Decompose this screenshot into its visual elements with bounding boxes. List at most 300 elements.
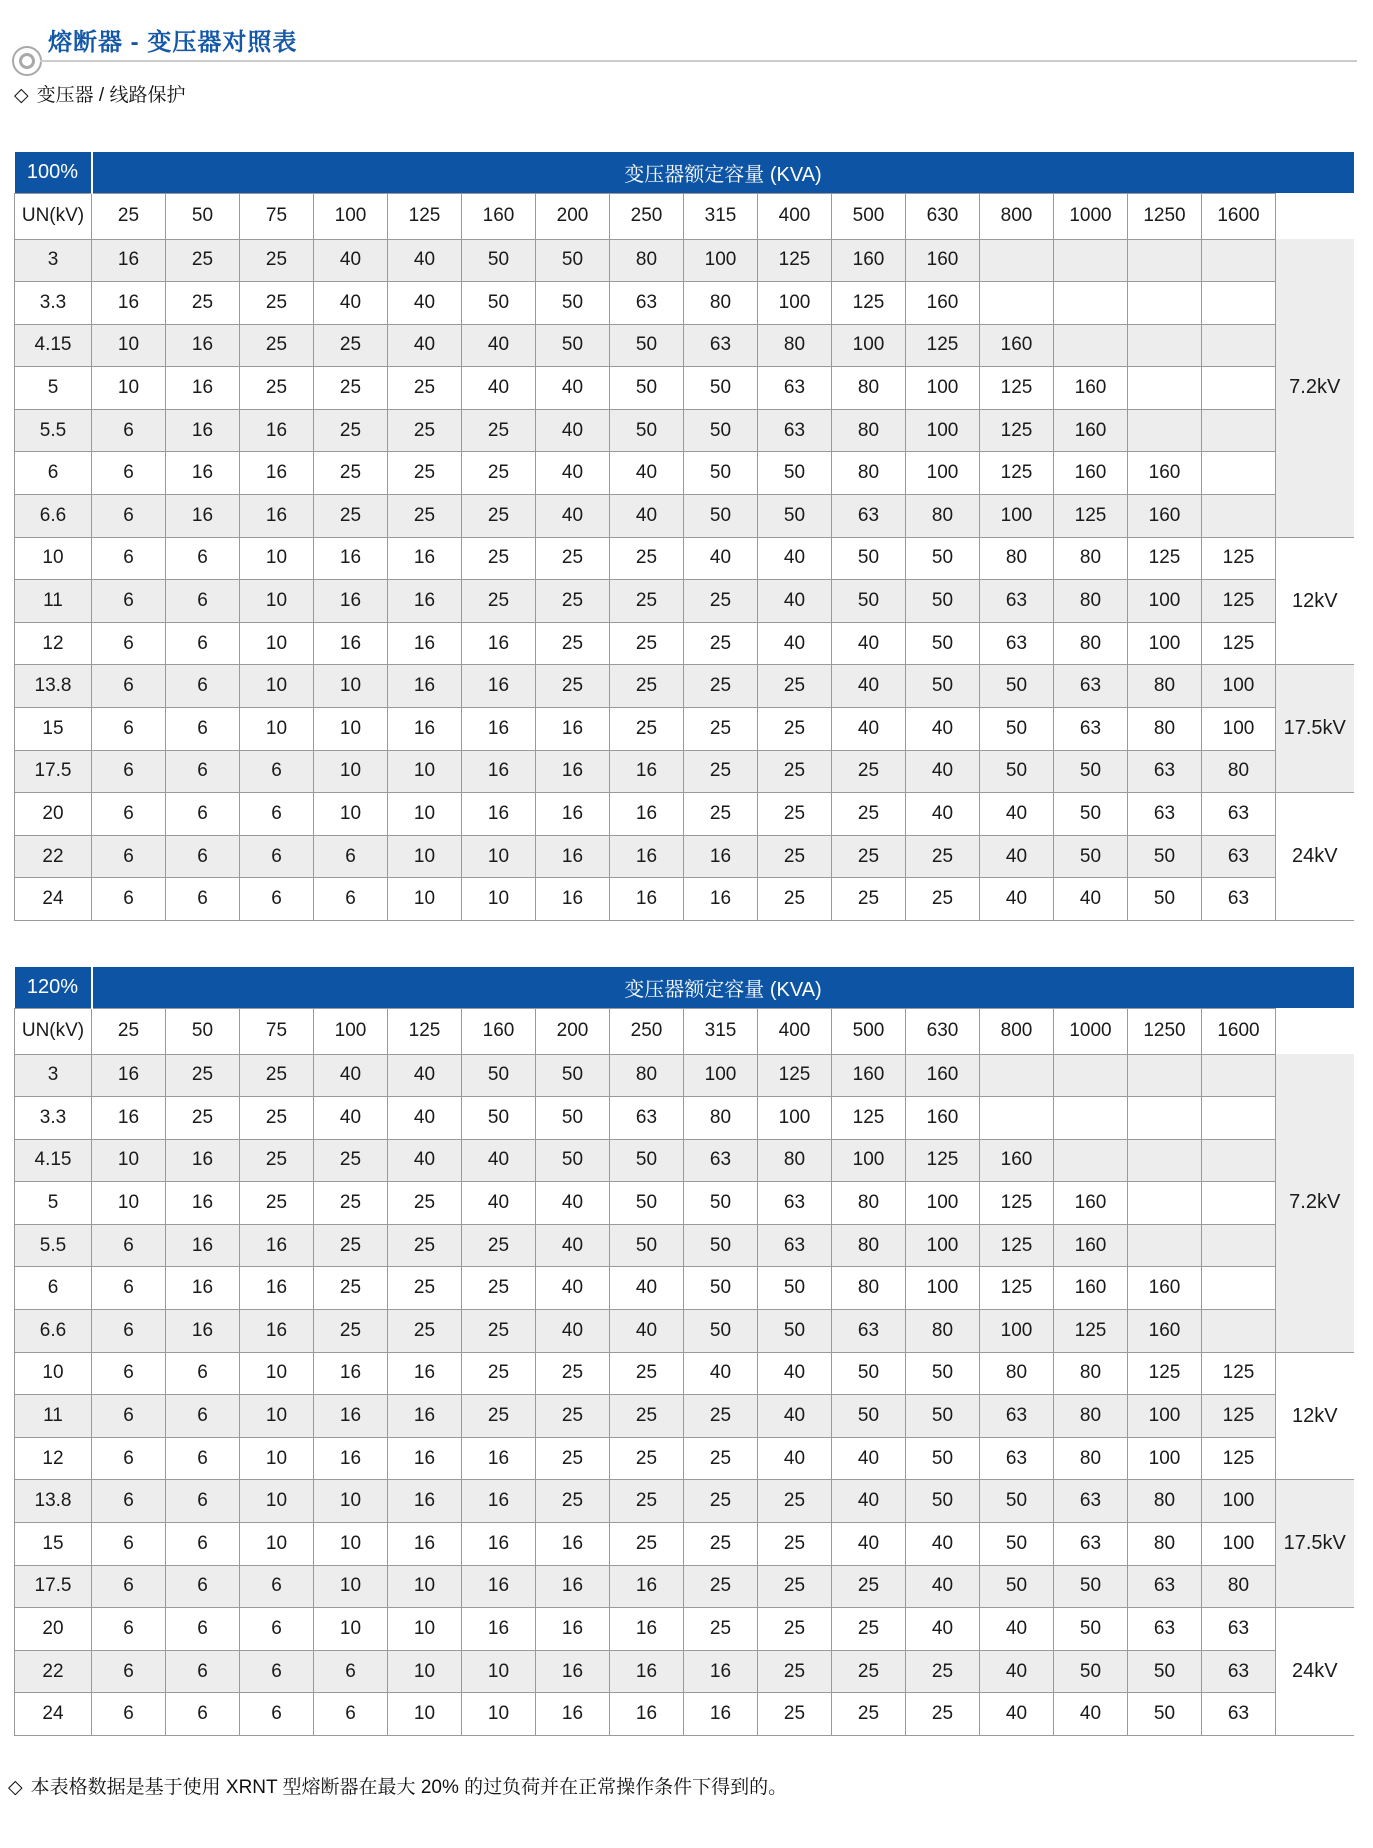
fuse-rating-cell: 50 (536, 1139, 610, 1182)
fuse-rating-cell: 25 (314, 1267, 388, 1310)
kva-column-header: 500 (832, 193, 906, 239)
fuse-rating-cell: 6 (92, 1352, 166, 1395)
fuse-rating-cell: 50 (832, 1395, 906, 1438)
fuse-rating-cell: 16 (314, 1437, 388, 1480)
fuse-rating-cell (1054, 1054, 1128, 1097)
row-header-un: 5 (15, 367, 92, 410)
fuse-rating-cell: 6 (92, 835, 166, 878)
fuse-rating-cell: 40 (536, 1267, 610, 1310)
fuse-rating-cell: 6 (166, 1480, 240, 1523)
fuse-rating-cell: 6 (166, 1395, 240, 1438)
fuse-rating-cell: 25 (832, 1565, 906, 1608)
fuse-rating-cell: 16 (684, 1650, 758, 1693)
fuse-rating-cell: 160 (1128, 1267, 1202, 1310)
fuse-rating-cell: 6 (92, 1565, 166, 1608)
fuse-rating-cell: 100 (906, 1182, 980, 1225)
fuse-rating-cell: 25 (166, 1054, 240, 1097)
fuse-rating-cell: 25 (610, 1395, 684, 1438)
fuse-rating-cell: 50 (1054, 835, 1128, 878)
fuse-rating-cell: 25 (240, 1097, 314, 1140)
fuse-rating-cell: 16 (536, 1650, 610, 1693)
fuse-rating-cell: 40 (980, 1650, 1054, 1693)
fuse-rating-cell: 25 (758, 1608, 832, 1651)
fuse-rating-cell: 50 (536, 1097, 610, 1140)
fuse-rating-cell: 25 (610, 708, 684, 751)
fuse-rating-cell: 25 (684, 665, 758, 708)
row-header-un: 6 (15, 452, 92, 495)
fuse-rating-cell: 160 (1054, 367, 1128, 410)
row-header-un: 5.5 (15, 409, 92, 452)
fuse-rating-cell: 25 (610, 1352, 684, 1395)
kva-column-header: 50 (166, 1008, 240, 1054)
fuse-rating-cell: 25 (758, 1693, 832, 1736)
fuse-rating-cell: 6 (314, 878, 388, 921)
fuse-rating-cell: 6 (314, 1693, 388, 1736)
fuse-rating-cell: 160 (832, 1054, 906, 1097)
fuse-rating-cell: 25 (684, 750, 758, 793)
fuse-rating-cell: 80 (684, 282, 758, 325)
fuse-rating-cell: 40 (314, 1054, 388, 1097)
fuse-rating-cell: 25 (536, 1352, 610, 1395)
fuse-rating-cell: 6 (166, 750, 240, 793)
row-header-un: 17.5 (15, 750, 92, 793)
fuse-rating-cell: 16 (240, 495, 314, 538)
fuse-rating-cell (1128, 409, 1202, 452)
fuse-rating-cell: 125 (832, 282, 906, 325)
fuse-rating-cell: 6 (92, 1608, 166, 1651)
fuse-rating-cell: 50 (758, 1310, 832, 1353)
fuse-rating-cell: 6 (92, 750, 166, 793)
row-header-un: 24 (15, 1693, 92, 1736)
fuse-rating-cell: 125 (906, 1139, 980, 1182)
fuse-rating-cell: 50 (980, 1523, 1054, 1566)
fuse-rating-cell: 10 (92, 1182, 166, 1225)
kva-column-header: 800 (980, 193, 1054, 239)
fuse-rating-cell: 100 (758, 1097, 832, 1140)
row-header-un: 10 (15, 1352, 92, 1395)
table-row (15, 878, 1354, 921)
fuse-rating-cell: 16 (314, 1352, 388, 1395)
fuse-rating-cell: 40 (388, 239, 462, 282)
fuse-rating-cell: 160 (1128, 495, 1202, 538)
fuse-rating-cell: 6 (314, 1650, 388, 1693)
fuse-rating-cell (1054, 1097, 1128, 1140)
fuse-rating-cell: 80 (906, 495, 980, 538)
table-row (15, 495, 1354, 538)
kva-column-header: 630 (906, 193, 980, 239)
fuse-rating-cell: 50 (610, 1224, 684, 1267)
fuse-rating-cell: 16 (388, 537, 462, 580)
table-row (15, 793, 1354, 836)
fuse-rating-cell: 16 (536, 1693, 610, 1736)
fuse-rating-cell: 10 (314, 750, 388, 793)
fuse-rating-cell: 50 (684, 1182, 758, 1225)
fuse-rating-cell: 40 (536, 1224, 610, 1267)
row-header-un: 5 (15, 1182, 92, 1225)
fuse-rating-cell: 6 (166, 1608, 240, 1651)
fuse-rating-cell: 80 (832, 1224, 906, 1267)
fuse-rating-cell: 16 (610, 750, 684, 793)
fuse-rating-cell: 10 (388, 878, 462, 921)
fuse-rating-cell (1202, 282, 1276, 325)
fuse-rating-cell: 40 (462, 324, 536, 367)
fuse-rating-cell: 25 (610, 1523, 684, 1566)
fuse-rating-cell: 50 (1128, 1693, 1202, 1736)
fuse-rating-cell: 6 (166, 1693, 240, 1736)
kv-column-spacer (1276, 1008, 1354, 1054)
fuse-rating-cell: 25 (758, 793, 832, 836)
kva-column-header: 75 (240, 1008, 314, 1054)
fuse-rating-cell: 50 (536, 324, 610, 367)
fuse-rating-cell: 80 (1202, 750, 1276, 793)
fuse-rating-cell: 10 (240, 665, 314, 708)
fuse-rating-cell: 40 (388, 1139, 462, 1182)
kv-zone-label: 7.2kV (1276, 239, 1354, 537)
fuse-rating-cell: 63 (1202, 1650, 1276, 1693)
fuse-rating-cell: 16 (536, 750, 610, 793)
fuse-rating-cell: 10 (388, 750, 462, 793)
fuse-rating-cell: 40 (832, 1523, 906, 1566)
fuse-rating-cell: 50 (684, 1224, 758, 1267)
fuse-rating-cell: 100 (1202, 665, 1276, 708)
fuse-rating-cell: 80 (832, 1182, 906, 1225)
fuse-rating-cell: 40 (832, 1480, 906, 1523)
fuse-rating-cell: 10 (92, 324, 166, 367)
fuse-rating-cell: 6 (240, 793, 314, 836)
fuse-rating-cell: 40 (832, 1437, 906, 1480)
row-header-un: 3.3 (15, 1097, 92, 1140)
kva-column-header: 25 (92, 1008, 166, 1054)
fuse-rating-cell: 125 (906, 324, 980, 367)
fuse-rating-cell: 16 (166, 1310, 240, 1353)
fuse-rating-cell: 50 (1054, 1565, 1128, 1608)
fuse-rating-cell: 25 (240, 1182, 314, 1225)
fuse-rating-cell: 80 (610, 239, 684, 282)
row-header-un: 6 (15, 1267, 92, 1310)
fuse-rating-cell: 16 (166, 1224, 240, 1267)
fuse-rating-cell: 160 (980, 1139, 1054, 1182)
row-header-un: 17.5 (15, 1565, 92, 1608)
table-header-row (15, 967, 1354, 1008)
fuse-rating-cell: 6 (92, 622, 166, 665)
fuse-rating-cell: 100 (906, 1224, 980, 1267)
fuse-rating-cell: 25 (906, 1650, 980, 1693)
fuse-rating-cell: 25 (314, 367, 388, 410)
kva-column-header: 160 (462, 193, 536, 239)
fuse-rating-cell: 6 (92, 1310, 166, 1353)
fuse-rating-cell: 16 (610, 793, 684, 836)
fuse-rating-cell: 6 (240, 750, 314, 793)
fuse-rating-cell (1202, 1267, 1276, 1310)
fuse-rating-cell: 40 (758, 622, 832, 665)
fuse-rating-cell: 80 (832, 1267, 906, 1310)
kva-column-header: 50 (166, 193, 240, 239)
fuse-rating-cell: 80 (1054, 622, 1128, 665)
fuse-rating-cell: 25 (388, 1182, 462, 1225)
fuse-rating-cell: 16 (462, 1565, 536, 1608)
fuse-rating-cell: 16 (610, 1650, 684, 1693)
fuse-rating-cell: 40 (758, 1352, 832, 1395)
fuse-rating-cell: 25 (758, 1565, 832, 1608)
row-header-un: 15 (15, 708, 92, 751)
footnote-text: 本表格数据是基于使用 XRNT 型熔断器在最大 20% 的过负荷并在正常操作条件下得到的。 (30, 1777, 788, 1798)
fuse-rating-cell: 10 (388, 835, 462, 878)
fuse-rating-cell: 80 (1054, 537, 1128, 580)
fuse-rating-cell: 125 (1054, 1310, 1128, 1353)
fuse-rating-cell: 6 (166, 1437, 240, 1480)
fuse-rating-cell: 6 (166, 793, 240, 836)
table-row (15, 1608, 1354, 1651)
kv-zone-label: 12kV (1276, 537, 1354, 665)
kva-column-header: 25 (92, 193, 166, 239)
fuse-rating-cell: 80 (832, 409, 906, 452)
fuse-rating-cell: 25 (388, 409, 462, 452)
fuse-rating-cell: 10 (388, 1650, 462, 1693)
fuse-rating-cell: 50 (906, 580, 980, 623)
fuse-rating-cell: 80 (1128, 1480, 1202, 1523)
fuse-rating-cell (1202, 1139, 1276, 1182)
fuse-rating-cell: 10 (240, 1395, 314, 1438)
fuse-rating-cell: 6 (92, 1650, 166, 1693)
fuse-rating-cell: 25 (610, 1480, 684, 1523)
fuse-rating-cell: 63 (1202, 835, 1276, 878)
fuse-rating-cell: 10 (388, 1693, 462, 1736)
fuse-rating-cell: 25 (684, 1565, 758, 1608)
fuse-rating-cell (1128, 282, 1202, 325)
un-kv-header: UN(kV) (15, 1008, 92, 1054)
table-row (15, 580, 1354, 623)
fuse-rating-cell (1128, 1097, 1202, 1140)
fuse-rating-cell: 10 (314, 708, 388, 751)
fuse-rating-cell: 25 (684, 1395, 758, 1438)
fuse-rating-cell: 50 (906, 1395, 980, 1438)
fuse-rating-cell: 25 (536, 537, 610, 580)
section-bullet-icon (12, 46, 42, 76)
fuse-rating-cell: 6 (314, 835, 388, 878)
fuse-rating-cell (1202, 409, 1276, 452)
fuse-rating-cell: 40 (980, 1693, 1054, 1736)
fuse-rating-cell: 50 (684, 1267, 758, 1310)
fuse-rating-cell: 160 (1128, 1310, 1202, 1353)
fuse-rating-cell: 80 (1128, 708, 1202, 751)
fuse-rating-cell: 125 (1202, 1437, 1276, 1480)
fuse-rating-cell: 25 (536, 622, 610, 665)
fuse-rating-cell: 6 (166, 537, 240, 580)
fuse-rating-cell: 40 (1054, 878, 1128, 921)
table-row (15, 452, 1354, 495)
fuse-rating-cell: 63 (1128, 1608, 1202, 1651)
fuse-rating-cell: 25 (240, 324, 314, 367)
fuse-rating-cell: 16 (684, 835, 758, 878)
fuse-rating-cell: 40 (906, 1608, 980, 1651)
row-header-un: 24 (15, 878, 92, 921)
fuse-rating-cell: 16 (462, 622, 536, 665)
fuse-rating-cell: 63 (1202, 1608, 1276, 1651)
kva-column-header: 500 (832, 1008, 906, 1054)
kva-column-header: 400 (758, 193, 832, 239)
table-row (15, 1523, 1354, 1566)
section-subtitle (14, 80, 185, 107)
fuse-rating-cell: 63 (1202, 793, 1276, 836)
kv-column-spacer (1276, 193, 1354, 239)
capacity-header: 变压器额定容量 (KVA) (92, 152, 1354, 193)
kv-zone-label: 17.5kV (1276, 665, 1354, 793)
fuse-rating-cell: 16 (536, 1565, 610, 1608)
fuse-rating-cell: 10 (240, 580, 314, 623)
fuse-rating-cell: 25 (758, 1650, 832, 1693)
fuse-rating-cell: 25 (684, 1480, 758, 1523)
fuse-rating-cell: 16 (462, 1437, 536, 1480)
fuse-rating-cell: 50 (462, 282, 536, 325)
fuse-rating-cell: 100 (1128, 622, 1202, 665)
fuse-rating-cell: 25 (610, 622, 684, 665)
fuse-rating-cell: 6 (166, 878, 240, 921)
fuse-rating-cell: 100 (1128, 1437, 1202, 1480)
fuse-rating-cell: 50 (980, 708, 1054, 751)
fuse-rating-cell: 16 (166, 452, 240, 495)
fuse-rating-cell: 25 (832, 1608, 906, 1651)
fuse-rating-cell: 6 (166, 665, 240, 708)
row-header-un: 4.15 (15, 1139, 92, 1182)
fuse-rating-cell: 25 (314, 1224, 388, 1267)
fuse-rating-cell: 125 (1202, 537, 1276, 580)
fuse-rating-cell: 25 (240, 239, 314, 282)
fuse-rating-cell: 25 (314, 495, 388, 538)
fuse-rating-cell: 10 (92, 1139, 166, 1182)
table-row (15, 750, 1354, 793)
fuse-rating-cell: 16 (462, 1480, 536, 1523)
fuse-rating-cell: 63 (758, 409, 832, 452)
fuse-rating-cell: 25 (832, 1693, 906, 1736)
fuse-rating-cell: 50 (536, 1054, 610, 1097)
fuse-rating-cell: 16 (684, 878, 758, 921)
fuse-rating-cell: 40 (536, 1182, 610, 1225)
fuse-rating-cell: 160 (1054, 1182, 1128, 1225)
fuse-rating-cell: 160 (1054, 452, 1128, 495)
fuse-rating-cell: 6 (92, 708, 166, 751)
fuse-rating-cell: 50 (980, 1480, 1054, 1523)
fuse-rating-cell: 25 (758, 878, 832, 921)
table-row (15, 409, 1354, 452)
kva-column-header: 800 (980, 1008, 1054, 1054)
fuse-rating-cell: 100 (684, 239, 758, 282)
fuse-rating-cell: 16 (92, 1097, 166, 1140)
kva-column-header: 200 (536, 1008, 610, 1054)
section-bullet-inner-icon (19, 53, 35, 69)
row-header-un: 20 (15, 1608, 92, 1651)
fuse-rating-cell: 125 (758, 1054, 832, 1097)
fuse-rating-cell (1202, 1310, 1276, 1353)
fuse-rating-cell: 125 (980, 452, 1054, 495)
fuse-rating-cell: 6 (92, 452, 166, 495)
fuse-rating-cell: 6 (92, 1480, 166, 1523)
fuse-rating-cell: 125 (832, 1097, 906, 1140)
fuse-rating-cell: 6 (166, 835, 240, 878)
fuse-rating-cell: 80 (1054, 1437, 1128, 1480)
fuse-rating-cell: 40 (980, 878, 1054, 921)
fuse-rating-cell: 50 (610, 367, 684, 410)
fuse-rating-cell: 16 (240, 1224, 314, 1267)
fuse-rating-cell: 25 (536, 1395, 610, 1438)
fuse-rating-cell: 125 (980, 1267, 1054, 1310)
fuse-rating-cell: 25 (388, 1224, 462, 1267)
fuse-rating-cell: 10 (388, 1565, 462, 1608)
fuse-rating-cell (1128, 324, 1202, 367)
fuse-rating-cell: 50 (536, 282, 610, 325)
fuse-rating-cell: 50 (832, 537, 906, 580)
fuse-rating-cell: 40 (462, 1182, 536, 1225)
fuse-rating-cell: 25 (758, 1480, 832, 1523)
diamond-icon: ◇ (14, 85, 29, 106)
fuse-rating-cell: 16 (166, 409, 240, 452)
fuse-rating-cell: 50 (906, 1437, 980, 1480)
fuse-rating-cell: 50 (684, 1310, 758, 1353)
fuse-rating-cell (1202, 495, 1276, 538)
fuse-rating-cell: 40 (536, 409, 610, 452)
fuse-rating-cell: 160 (980, 324, 1054, 367)
fuse-rating-cell: 40 (314, 282, 388, 325)
fuse-rating-cell: 63 (1202, 878, 1276, 921)
fuse-rating-cell: 160 (906, 1054, 980, 1097)
fuse-rating-cell: 80 (1128, 1523, 1202, 1566)
kva-column-header: 630 (906, 1008, 980, 1054)
fuse-rating-cell: 63 (1128, 793, 1202, 836)
fuse-rating-cell: 50 (684, 452, 758, 495)
fuse-rating-cell: 10 (462, 835, 536, 878)
fuse-rating-cell: 10 (240, 1437, 314, 1480)
fuse-rating-cell: 25 (684, 793, 758, 836)
fuse-rating-cell: 25 (240, 1054, 314, 1097)
fuse-rating-cell: 50 (906, 537, 980, 580)
fuse-rating-cell: 100 (980, 495, 1054, 538)
fuse-rating-cell: 40 (388, 1097, 462, 1140)
fuse-rating-cell: 40 (758, 537, 832, 580)
fuse-rating-cell: 16 (462, 793, 536, 836)
fuse-rating-cell: 16 (536, 835, 610, 878)
fuse-rating-cell: 125 (758, 239, 832, 282)
kva-column-header: 160 (462, 1008, 536, 1054)
fuse-rating-cell: 25 (684, 708, 758, 751)
fuse-rating-cell: 50 (684, 367, 758, 410)
kva-column-header: 315 (684, 1008, 758, 1054)
fuse-rating-cell: 40 (388, 324, 462, 367)
fuse-rating-cell: 50 (1128, 1650, 1202, 1693)
fuse-rating-cell: 10 (314, 1608, 388, 1651)
fuse-rating-cell: 40 (758, 580, 832, 623)
fuse-rating-cell: 40 (610, 495, 684, 538)
fuse-rating-cell: 80 (758, 1139, 832, 1182)
fuse-rating-cell: 16 (462, 1523, 536, 1566)
fuse-rating-cell: 40 (906, 793, 980, 836)
fuse-rating-cell: 25 (684, 622, 758, 665)
un-kv-header: UN(kV) (15, 193, 92, 239)
fuse-rating-cell: 100 (832, 324, 906, 367)
page-title: 熔断器 - 变压器对照表 (48, 29, 298, 56)
fuse-rating-cell: 10 (462, 878, 536, 921)
fuse-rating-cell: 40 (684, 537, 758, 580)
table-row (15, 1395, 1354, 1438)
fuse-rating-cell: 16 (462, 1608, 536, 1651)
fuse-rating-cell: 16 (388, 1352, 462, 1395)
fuse-rating-cell: 80 (1054, 1352, 1128, 1395)
fuse-rating-cell: 63 (610, 1097, 684, 1140)
fuse-rating-cell: 100 (1202, 1480, 1276, 1523)
fuse-rating-cell (1054, 282, 1128, 325)
fuse-rating-cell (1054, 239, 1128, 282)
kv-zone-label: 12kV (1276, 1352, 1354, 1480)
column-header-row (15, 193, 1354, 239)
fuse-rating-cell: 50 (610, 1182, 684, 1225)
